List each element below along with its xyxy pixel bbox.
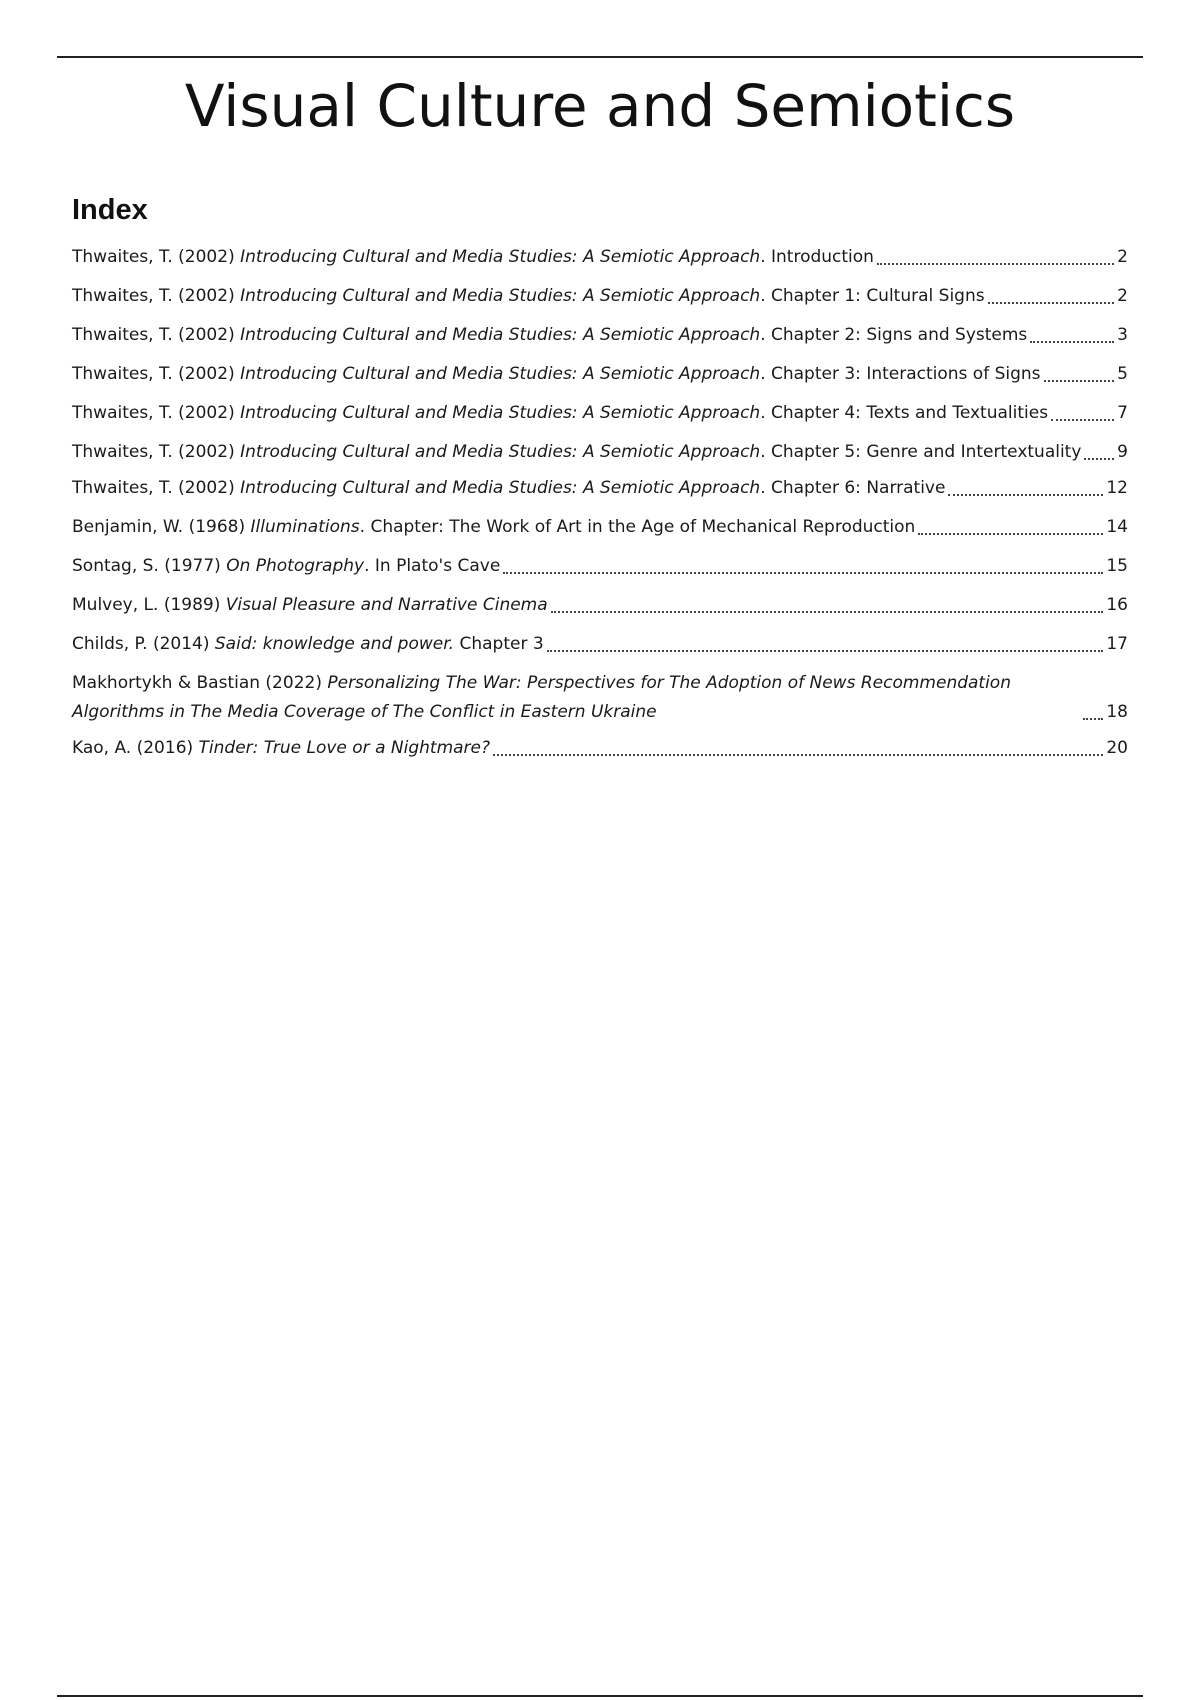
entry-work-title: On Photography bbox=[226, 556, 365, 576]
index-entry[interactable] bbox=[72, 399, 1128, 428]
entry-work-title: Said: knowledge and power. bbox=[214, 634, 455, 654]
top-rule bbox=[57, 56, 1143, 58]
entry-page-number: 12 bbox=[1106, 478, 1128, 498]
entry-text bbox=[72, 552, 500, 581]
entry-author: Thwaites, T. (2002) bbox=[72, 478, 241, 498]
index-list bbox=[72, 243, 1128, 773]
entry-page-number: 17 bbox=[1106, 634, 1128, 654]
entry-page-number: 18 bbox=[1106, 702, 1128, 722]
dot-leader bbox=[1051, 419, 1114, 421]
entry-page-number: 3 bbox=[1117, 325, 1128, 345]
entry-text bbox=[72, 513, 915, 542]
dot-leader bbox=[1030, 341, 1114, 343]
index-entry[interactable] bbox=[72, 734, 1128, 763]
index-entry[interactable] bbox=[72, 513, 1128, 542]
entry-section: . Chapter: The Work of Art in the Age of Mechanical Reproduction bbox=[359, 517, 916, 537]
entry-section: . Chapter 3: Interactions of Signs bbox=[760, 364, 1041, 384]
entry-author: Thwaites, T. (2002) bbox=[72, 364, 241, 384]
entry-work-title: Tinder: True Love or a Nightmare? bbox=[198, 738, 491, 758]
entry-text bbox=[72, 630, 544, 659]
index-entry[interactable] bbox=[72, 552, 1128, 581]
entry-section: . Chapter 5: Genre and Intertextuality bbox=[760, 442, 1082, 462]
dot-leader bbox=[1084, 458, 1114, 460]
entry-page-number: 15 bbox=[1106, 556, 1128, 576]
entry-author: Thwaites, T. (2002) bbox=[72, 325, 241, 345]
index-entry[interactable] bbox=[72, 669, 1128, 727]
dot-leader bbox=[547, 650, 1104, 652]
entry-page-number: 20 bbox=[1106, 738, 1128, 758]
dot-leader bbox=[493, 754, 1103, 756]
entry-author: Thwaites, T. (2002) bbox=[72, 442, 241, 462]
entry-work-title: Introducing Cultural and Media Studies: A Semiotic Approach bbox=[240, 247, 761, 267]
entry-work-title: Introducing Cultural and Media Studies: A Semiotic Approach bbox=[240, 403, 761, 423]
entry-author: Thwaites, T. (2002) bbox=[72, 286, 241, 306]
dot-leader bbox=[503, 572, 1103, 574]
entry-text bbox=[72, 282, 985, 311]
entry-section: . In Plato's Cave bbox=[364, 556, 501, 576]
dot-leader bbox=[1083, 718, 1103, 720]
entry-work-title: Personalizing The War: Perspectives for The Adoption of News Recommendation Algorithms in The Media Coverage of The Conflict in Eastern Ukraine bbox=[72, 673, 1011, 722]
entry-section: Chapter 3 bbox=[454, 634, 544, 654]
entry-page-number: 9 bbox=[1117, 442, 1128, 462]
entry-work-title: Introducing Cultural and Media Studies: A Semiotic Approach bbox=[240, 364, 761, 384]
entry-author: Benjamin, W. (1968) bbox=[72, 517, 251, 537]
entry-text bbox=[72, 321, 1027, 350]
entry-work-title: Illuminations bbox=[250, 517, 360, 537]
entry-section: . Chapter 2: Signs and Systems bbox=[760, 325, 1028, 345]
index-entry[interactable] bbox=[72, 282, 1128, 311]
entry-page-number: 2 bbox=[1117, 286, 1128, 306]
entry-work-title: Visual Pleasure and Narrative Cinema bbox=[225, 595, 548, 615]
entry-author: Thwaites, T. (2002) bbox=[72, 247, 241, 267]
entry-text bbox=[72, 474, 945, 503]
index-entry[interactable] bbox=[72, 360, 1128, 389]
dot-leader bbox=[1044, 380, 1115, 382]
index-entry[interactable] bbox=[72, 438, 1128, 467]
entry-author: Makhortykh & Bastian (2022) bbox=[72, 673, 328, 693]
index-heading: Index bbox=[72, 194, 148, 226]
entry-author: Sontag, S. (1977) bbox=[72, 556, 227, 576]
dot-leader bbox=[988, 302, 1115, 304]
dot-leader bbox=[551, 611, 1104, 613]
entry-text bbox=[72, 243, 874, 272]
entry-work-title: Introducing Cultural and Media Studies: A Semiotic Approach bbox=[240, 442, 761, 462]
index-entry[interactable] bbox=[72, 474, 1128, 503]
entry-page-number: 14 bbox=[1106, 517, 1128, 537]
document-title: Visual Culture and Semiotics bbox=[184, 72, 1016, 140]
dot-leader bbox=[877, 263, 1114, 265]
entry-section: . Introduction bbox=[760, 247, 874, 267]
entry-section: . Chapter 1: Cultural Signs bbox=[760, 286, 985, 306]
entry-section: . Chapter 4: Texts and Textualities bbox=[760, 403, 1049, 423]
entry-page-number: 2 bbox=[1117, 247, 1128, 267]
entry-author: Childs, P. (2014) bbox=[72, 634, 215, 654]
index-entry[interactable] bbox=[72, 243, 1128, 272]
index-entry[interactable] bbox=[72, 591, 1128, 620]
entry-author: Kao, A. (2016) bbox=[72, 738, 199, 758]
entry-page-number: 5 bbox=[1117, 364, 1128, 384]
entry-author: Thwaites, T. (2002) bbox=[72, 403, 241, 423]
entry-text bbox=[72, 399, 1048, 428]
index-entry[interactable] bbox=[72, 630, 1128, 659]
entry-page-number: 16 bbox=[1106, 595, 1128, 615]
entry-text bbox=[72, 734, 490, 763]
dot-leader bbox=[918, 533, 1103, 535]
dot-leader bbox=[948, 494, 1103, 496]
entry-text bbox=[72, 438, 1081, 467]
bottom-rule bbox=[57, 1695, 1143, 1697]
entry-text bbox=[72, 360, 1041, 389]
entry-text bbox=[72, 591, 548, 620]
entry-work-title: Introducing Cultural and Media Studies: A Semiotic Approach bbox=[240, 325, 761, 345]
entry-text bbox=[72, 669, 1080, 727]
index-entry[interactable] bbox=[72, 321, 1128, 350]
entry-author: Mulvey, L. (1989) bbox=[72, 595, 226, 615]
entry-work-title: Introducing Cultural and Media Studies: A Semiotic Approach bbox=[240, 286, 761, 306]
entry-page-number: 7 bbox=[1117, 403, 1128, 423]
entry-work-title: Introducing Cultural and Media Studies: A Semiotic Approach bbox=[240, 478, 761, 498]
entry-section: . Chapter 6: Narrative bbox=[760, 478, 946, 498]
